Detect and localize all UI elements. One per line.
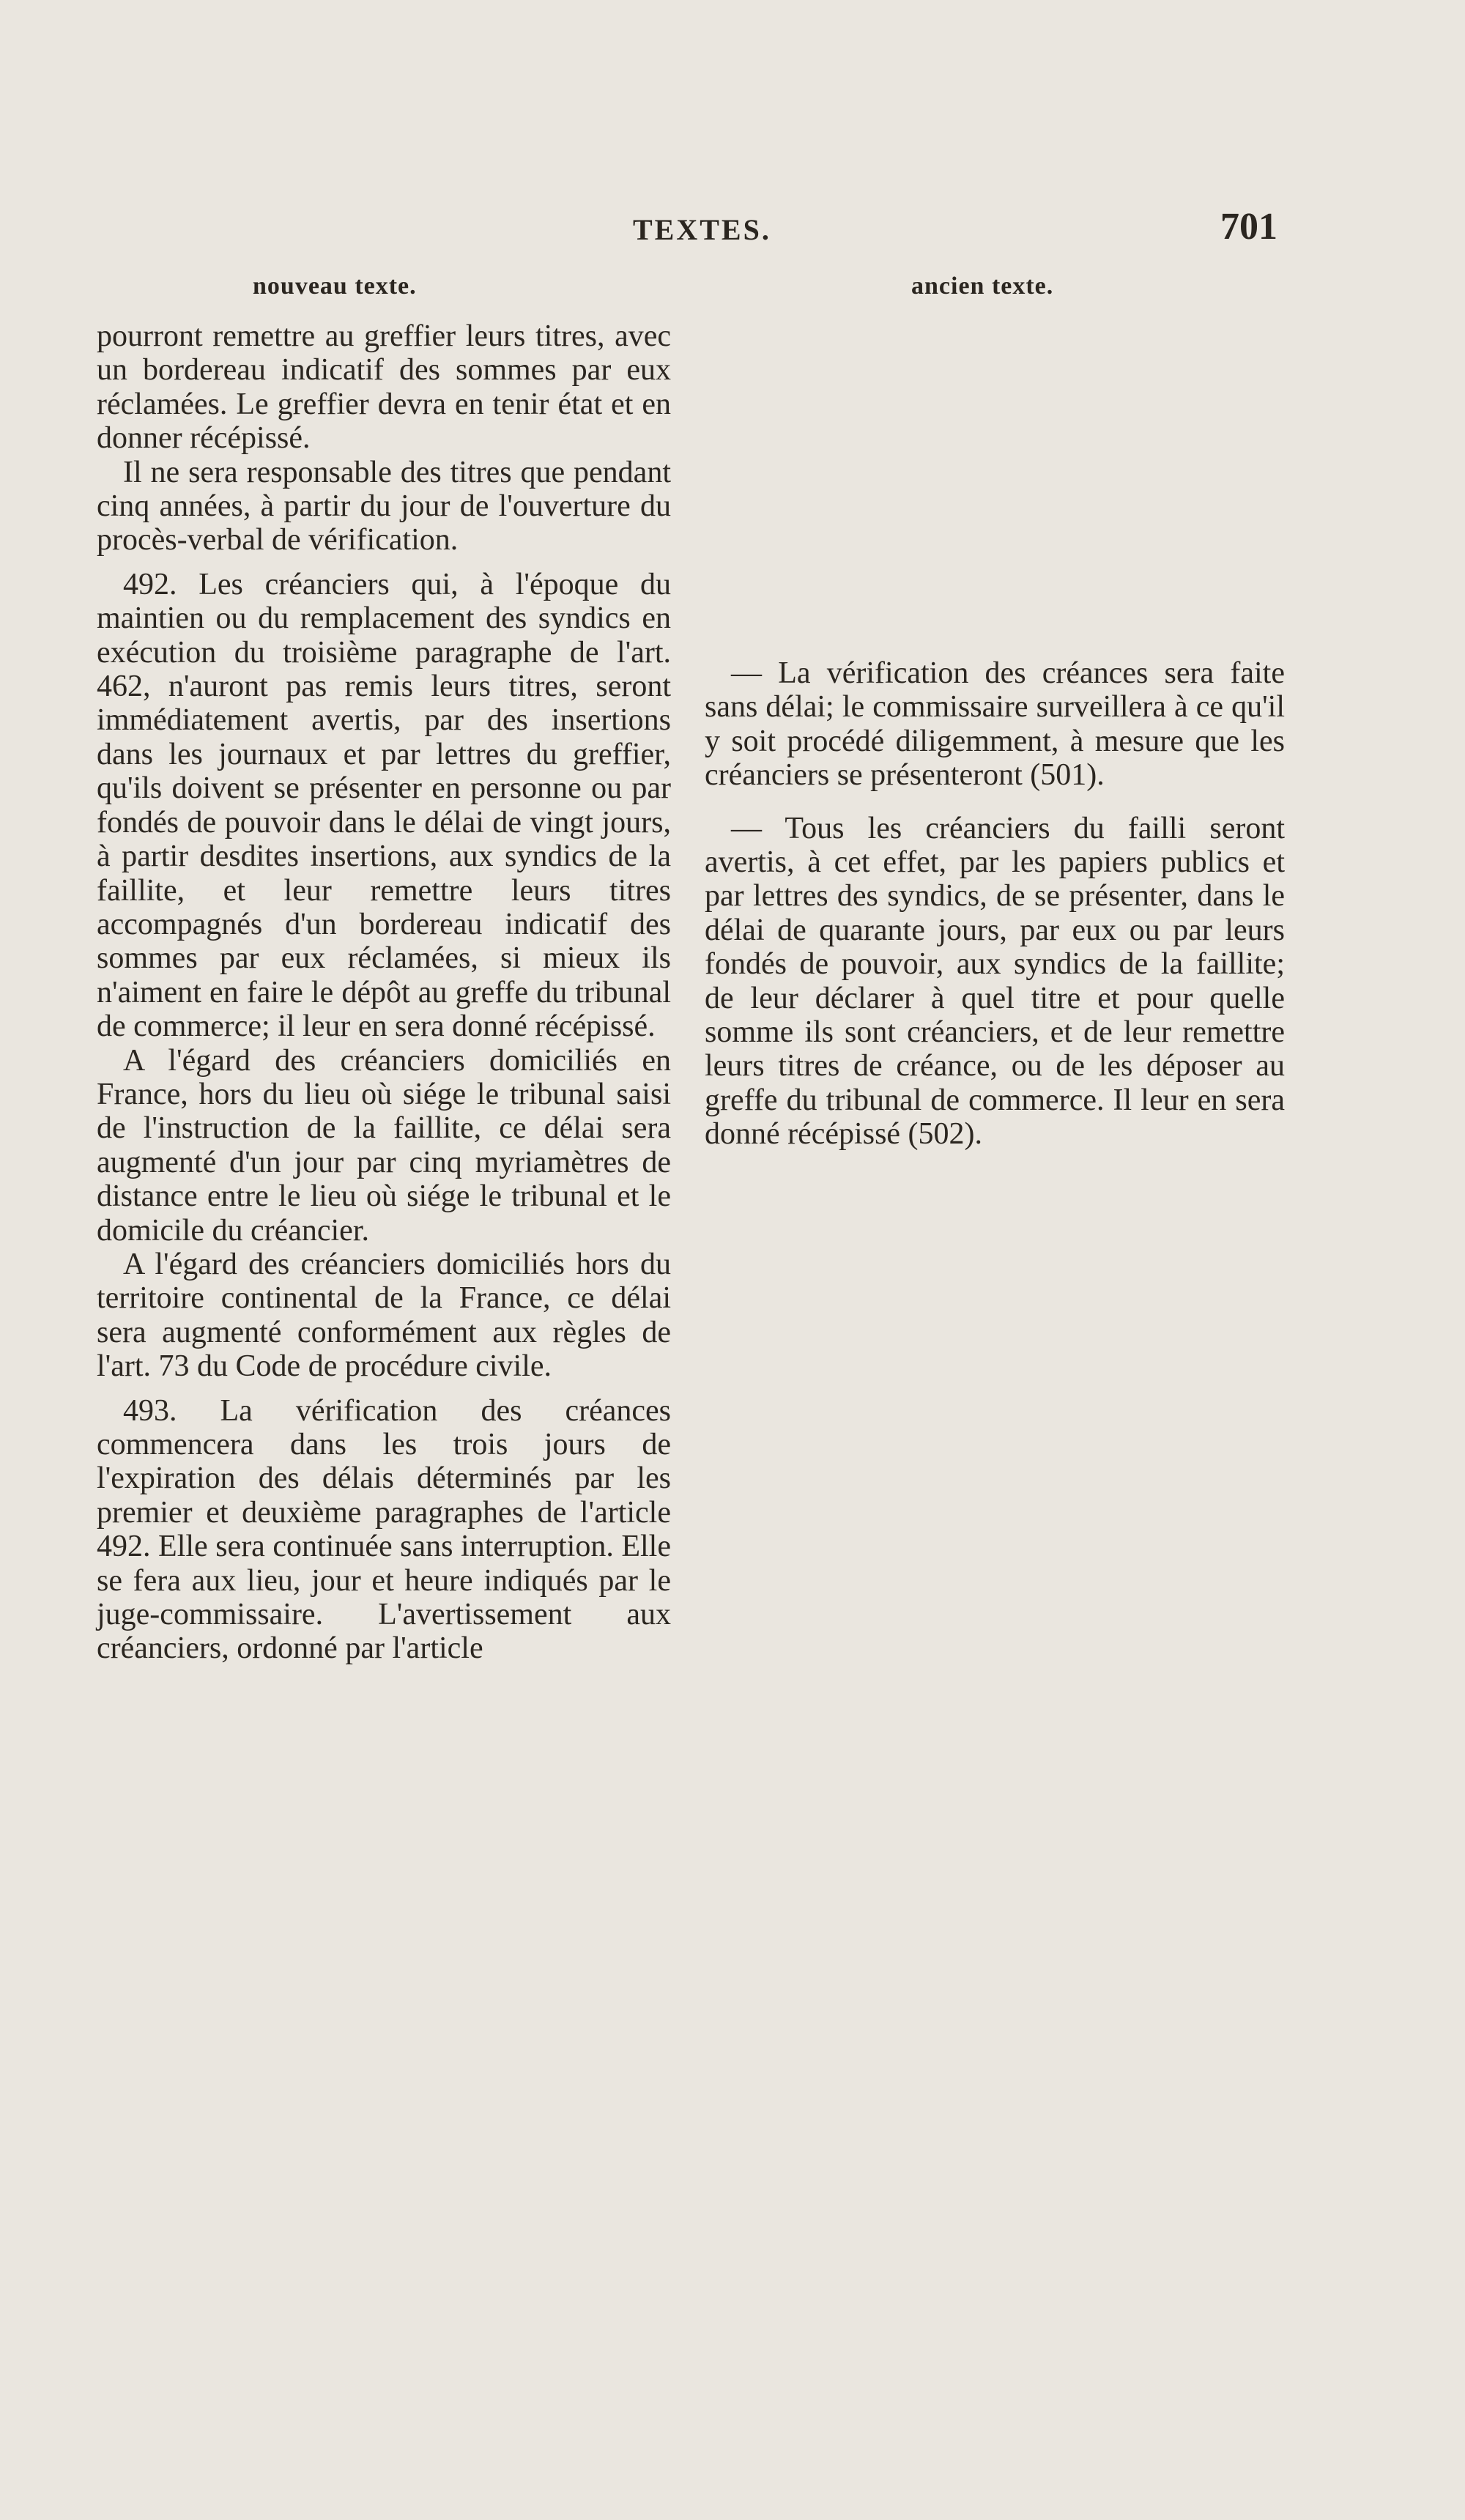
paragraph-article-493: 493. La vérification des créances commencera dans les trois jours de l'expiration des délais déterminés par les premier et deuxième paragraphes de l'article 492. Elle sera continuée sans interruption. Elle se fera aux lieu, jour et heure indiqués par le juge-commissaire. L'avertissement aux créanciers, ordonné par l'article	[97, 1393, 671, 1666]
paragraph: — La vérification des créances sera faite sans délai; le commissaire surveillera à ce qu'il y soit procédé diligemment, à mesure que les créanciers se présenteront (501).	[705, 656, 1285, 793]
left-column-heading: nouveau texte.	[253, 273, 417, 300]
page-header	[0, 206, 1465, 256]
running-title: TEXTES.	[633, 213, 771, 246]
right-column-text	[705, 656, 1285, 1152]
paragraph-article-492: 492. Les créanciers qui, à l'époque du maintien ou du remplacement des syndics en exécution du troisième paragraphe de l'art. 462, n'auront pas remis leurs titres, seront immédiatement avertis, par des insertions dans les journaux et par lettres du greffier, qu'ils doivent se présenter en personne ou par fondés de pouvoir dans le délai de vingt jours, à partir desdites insertions, aux syndics de la faillite, et leur remettre leurs titres accompagnés d'un bordereau indicatif des sommes par eux réclamées, si mieux ils n'aiment en faire le dépôt au greffe du tribunal de commerce; il leur en sera donné récépissé.	[97, 567, 671, 1044]
paragraph: A l'égard des créanciers domiciliés hors du territoire continental de la France, ce délai sera augmenté conformément aux règles de l'art. 73 du Code de procédure civile.	[97, 1247, 671, 1384]
left-column-text	[97, 319, 671, 1666]
paragraph: — Tous les créanciers du failli seront avertis, à cet effet, par les papiers publics et par lettres des syndics, de se présenter, dans le délai de quarante jours, par eux ou par leurs fondés de pouvoir, aux syndics de la faillite; de leur déclarer à quel titre et pour quelle somme ils sont créanciers, et de leur remettre leurs titres de créance, ou de les déposer au greffe du tribunal de commerce. Il leur en sera donné récépissé (502).	[705, 811, 1285, 1152]
paragraph: pourront remettre au greffier leurs titres, avec un bordereau indicatif des sommes par eux réclamées. Le greffier devra en tenir état et en donner récépissé.	[97, 319, 671, 456]
paragraph: A l'égard des créanciers domiciliés en France, hors du lieu où siége le tribunal saisi de l'instruction de la faillite, ce délai sera augmenté d'un jour par cinq myriamètres de distance entre le lieu où siége le tribunal et le domicile du créancier.	[97, 1043, 671, 1248]
page-number: 701	[1220, 206, 1277, 248]
paragraph: Il ne sera responsable des titres que pendant cinq années, à partir du jour de l'ouverture du procès-verbal de vérification.	[97, 455, 671, 557]
right-column-heading: ancien texte.	[911, 273, 1054, 300]
